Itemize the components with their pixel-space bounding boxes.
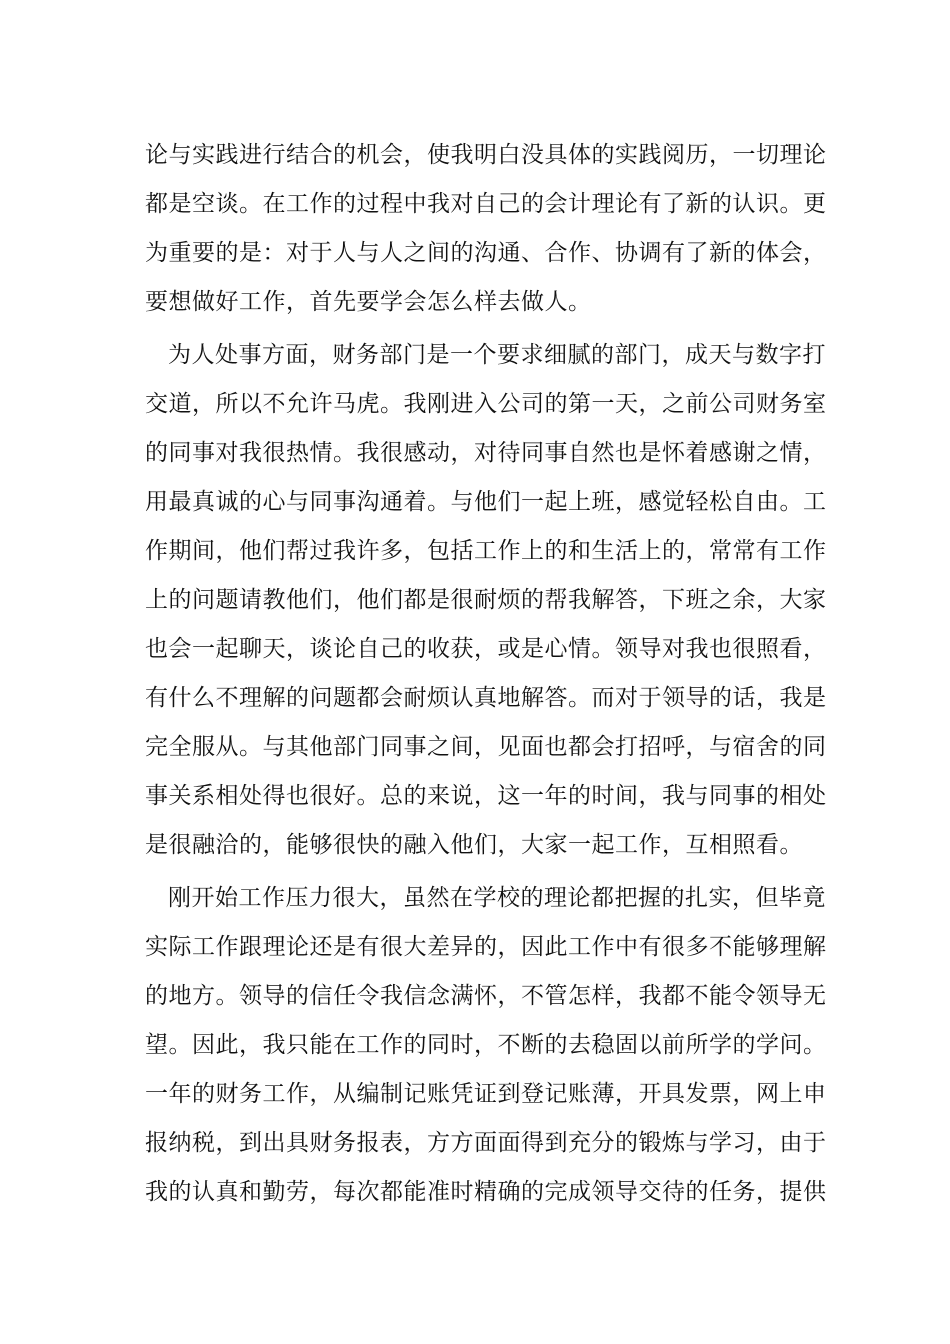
text-line: 用最真诚的心与同事沟通着。与他们一起上班，感觉轻松自由。工 <box>145 489 827 515</box>
text-line: 一年的财务工作，从编制记账凭证到登记账薄，开具发票，网上申 <box>145 1081 827 1107</box>
text-line: 也会一起聊天，谈论自己的收获，或是心情。领导对我也很照看， <box>145 636 827 662</box>
text-line: 交道，所以不允许马虎。我刚进入公司的第一天，之前公司财务室 <box>145 391 827 417</box>
paragraph <box>145 874 825 1217</box>
text-line: 是很融洽的，能够很快的融入他们，大家一起工作，互相照看。 <box>145 832 803 858</box>
text-line: 报纳税，到出具财务报表，方方面面得到充分的锻炼与学习，由于 <box>145 1130 827 1156</box>
text-line: 作期间，他们帮过我许多，包括工作上的和生活上的，常常有工作 <box>145 538 827 564</box>
text-line: 要想做好工作，首先要学会怎么样去做人。 <box>145 289 592 315</box>
text-line: 事关系相处得也很好。总的来说，这一年的时间，我与同事的相处 <box>145 783 827 809</box>
text-line: 刚开始工作压力很大，虽然在学校的理论都把握的扎实，但毕竟 <box>168 885 826 911</box>
text-line: 论与实践进行结合的机会，使我明白没具体的实践阅历，一切理论 <box>145 142 827 168</box>
text-line: 为重要的是：对于人与人之间的沟通、合作、协调有了新的体会， <box>145 240 827 266</box>
text-line: 为人处事方面，财务部门是一个要求细腻的部门，成天与数字打 <box>168 342 826 368</box>
text-line: 完全服从。与其他部门同事之间，见面也都会打招呼，与宿舍的同 <box>145 734 827 760</box>
text-line: 的地方。领导的信任令我信念满怀，不管怎样，我都不能令领导无 <box>145 983 827 1009</box>
text-line: 有什么不理解的问题都会耐烦认真地解答。而对于领导的话，我是 <box>145 685 827 711</box>
document-body <box>145 131 825 1217</box>
text-line: 望。因此，我只能在工作的同时，不断的去稳固以前所学的学问。 <box>145 1032 827 1058</box>
text-line: 上的问题请教他们，他们都是很耐烦的帮我解答，下班之余，大家 <box>145 587 827 613</box>
text-line: 实际工作跟理论还是有很大差异的，因此工作中有很多不能够理解 <box>145 934 827 960</box>
text-line: 我的认真和勤劳，每次都能准时精确的完成领导交待的任务，提供 <box>145 1179 827 1205</box>
paragraph <box>145 331 825 870</box>
paragraph <box>145 131 825 327</box>
text-line: 都是空谈。在工作的过程中我对自己的会计理论有了新的认识。更 <box>145 191 827 217</box>
text-line: 的同事对我很热情。我很感动，对待同事自然也是怀着感谢之情， <box>145 440 827 466</box>
